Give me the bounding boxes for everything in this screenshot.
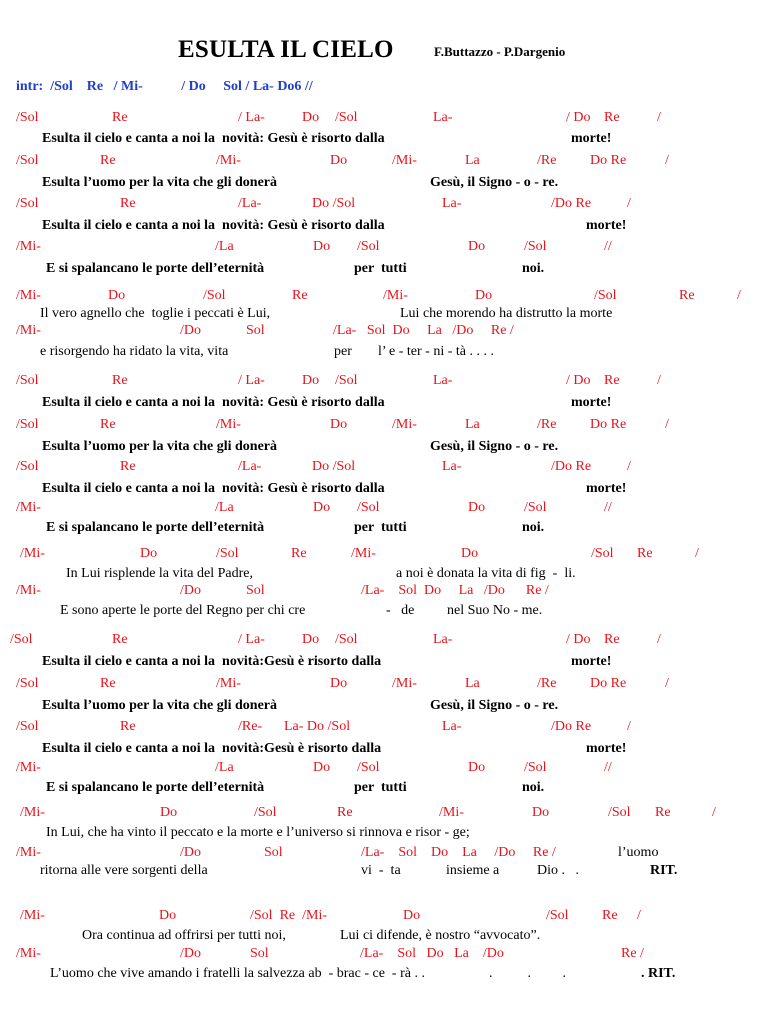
chord-label: Do bbox=[302, 110, 320, 125]
chord-label: Do bbox=[159, 908, 177, 923]
chord-label: / La- bbox=[238, 632, 265, 647]
lyric-text: nel Suo No - me. bbox=[447, 603, 543, 618]
chord-label: /Mi- bbox=[16, 323, 41, 338]
lyric-text: E si spalancano le porte dell’eternità bbox=[46, 780, 265, 795]
lyric-text: ritorna alle vere sorgenti della bbox=[40, 863, 208, 878]
lyric-text: noi. bbox=[522, 261, 545, 276]
lyric-text: l’ e - ter - ni - tà . . . . bbox=[378, 344, 494, 359]
lyric-text: morte! bbox=[586, 481, 627, 496]
chord-label: / Do bbox=[566, 632, 591, 647]
chord-label: /Do Re bbox=[551, 196, 592, 211]
chord-label: /Sol bbox=[335, 373, 358, 388]
chord-label: /Sol bbox=[16, 110, 39, 125]
chord-label: /Sol bbox=[608, 805, 631, 820]
chord-label: /Mi- bbox=[216, 153, 241, 168]
chord-label: /Do bbox=[180, 946, 201, 961]
chord-label: /La- Sol Do La /Do Re / bbox=[361, 845, 556, 860]
chord-label: Re bbox=[337, 805, 353, 820]
lyric-text: Esulta il cielo e canta a noi la novità:Gesù è risorto dalla bbox=[42, 654, 382, 669]
chord-label: Do bbox=[461, 546, 479, 561]
lyric-text: Esulta l’uomo per la vita che gli donerà bbox=[42, 439, 278, 454]
chord-label: Do bbox=[313, 500, 331, 515]
chord-label: / bbox=[637, 908, 641, 923]
chord-label: / bbox=[657, 373, 661, 388]
chord-label: /Sol bbox=[216, 546, 239, 561]
chord-label: Re bbox=[602, 908, 618, 923]
chord-label: Do Re bbox=[590, 417, 627, 432]
lyric-text: E si spalancano le porte dell’eternità bbox=[46, 261, 265, 276]
chord-label: /Sol bbox=[524, 760, 547, 775]
chord-label: /Sol bbox=[591, 546, 614, 561]
chord-label: / bbox=[627, 719, 631, 734]
chord-label: La- bbox=[442, 719, 462, 734]
chord-label: Re bbox=[100, 153, 116, 168]
lyric-text: . . . bbox=[489, 966, 566, 981]
chord-label: /Sol bbox=[16, 153, 39, 168]
chord-label: /Mi- bbox=[16, 946, 41, 961]
lyric-text: Esulta il cielo e canta a noi la novità: Gesù è risorto dalla bbox=[42, 481, 385, 496]
chord-label: / bbox=[665, 153, 669, 168]
lyric-text: l’uomo bbox=[618, 845, 659, 860]
lyric-text: Esulta l’uomo per la vita che gli donerà bbox=[42, 175, 278, 190]
chord-label: / La- bbox=[238, 110, 265, 125]
chord-label: Re bbox=[291, 546, 307, 561]
chord-label: /Sol Re /Mi- bbox=[250, 908, 328, 923]
lyric-text: Gesù, il Signo - o - re. bbox=[430, 175, 559, 190]
chord-label: La- bbox=[433, 373, 453, 388]
chord-label: Do bbox=[330, 417, 348, 432]
chord-label: La- Do /Sol bbox=[284, 719, 351, 734]
chord-label: /Mi- bbox=[20, 546, 45, 561]
lyric-text: Esulta il cielo e canta a noi la novità: Gesù è risorto dalla bbox=[42, 131, 385, 146]
lyric-text: In Lui risplende la vita del Padre, bbox=[66, 566, 253, 581]
chord-label: /Do Re bbox=[551, 719, 592, 734]
chord-label: /Mi- bbox=[16, 288, 41, 303]
chord-label: /Mi- bbox=[439, 805, 464, 820]
chord-label: La bbox=[465, 417, 480, 432]
chord-label: // bbox=[604, 760, 612, 775]
lyric-text: E si spalancano le porte dell’eternità bbox=[46, 520, 265, 535]
chord-label: Do /Sol bbox=[312, 459, 356, 474]
chord-label: La- bbox=[433, 632, 453, 647]
chord-label: /Mi- bbox=[392, 417, 417, 432]
chord-label: /Sol bbox=[254, 805, 277, 820]
lyric-text: . RIT. bbox=[641, 966, 676, 981]
chord-label: /Mi- bbox=[16, 760, 41, 775]
lyric-text: a noi è donata la vita di fig - li. bbox=[396, 566, 576, 581]
chord-label: /Mi- bbox=[351, 546, 376, 561]
chord-label: Re bbox=[120, 196, 136, 211]
chord-label: Do Re bbox=[590, 676, 627, 691]
chord-label: Re bbox=[112, 110, 128, 125]
lyric-text: morte! bbox=[571, 131, 612, 146]
chord-label: Re bbox=[100, 417, 116, 432]
lyric-text: Lui che morendo ha distrutto la morte bbox=[400, 306, 613, 321]
chord-label: Re bbox=[679, 288, 695, 303]
chord-label: Do bbox=[108, 288, 126, 303]
lyric-text: per bbox=[334, 344, 352, 359]
lyric-text: Esulta il cielo e canta a noi la novità: Gesù è risorto dalla bbox=[42, 395, 385, 410]
chord-label: /La bbox=[215, 760, 234, 775]
chord-label: Do bbox=[468, 500, 486, 515]
chord-label: Do bbox=[140, 546, 158, 561]
chord-label: /Sol bbox=[16, 459, 39, 474]
chord-label: /Sol bbox=[16, 676, 39, 691]
chord-label: Re bbox=[637, 546, 653, 561]
chord-label: /Sol bbox=[546, 908, 569, 923]
lyric-text: RIT. bbox=[650, 863, 678, 878]
chord-label: La bbox=[465, 676, 480, 691]
lyric-text: morte! bbox=[586, 218, 627, 233]
chord-label: /Re bbox=[537, 417, 557, 432]
chord-label: Re bbox=[112, 373, 128, 388]
lyric-text: noi. bbox=[522, 520, 545, 535]
lyric-text: per tutti bbox=[354, 520, 407, 535]
chord-label: Re bbox=[655, 805, 671, 820]
chord-label: /Mi- bbox=[392, 676, 417, 691]
lyric-text: morte! bbox=[586, 741, 627, 756]
chord-label: /Do bbox=[180, 583, 201, 598]
chord-label: Do bbox=[475, 288, 493, 303]
chord-label: /Mi- bbox=[216, 417, 241, 432]
chord-label: Do bbox=[313, 239, 331, 254]
chord-label: Sol bbox=[246, 583, 265, 598]
chord-label: Re bbox=[292, 288, 308, 303]
chord-label: /Mi- bbox=[20, 908, 45, 923]
chord-label: /La bbox=[215, 500, 234, 515]
lyric-text: Gesù, il Signo - o - re. bbox=[430, 439, 559, 454]
chord-label: /Mi- bbox=[16, 583, 41, 598]
lyric-text: per tutti bbox=[354, 780, 407, 795]
chord-label: Do bbox=[532, 805, 550, 820]
chord-label: /Do bbox=[180, 323, 201, 338]
lyric-text: per tutti bbox=[354, 261, 407, 276]
lyric-text: noi. bbox=[522, 780, 545, 795]
chord-label: /Sol bbox=[357, 239, 380, 254]
chord-label: Re / bbox=[621, 946, 644, 961]
chord-label: / bbox=[657, 632, 661, 647]
chord-label: La- bbox=[442, 459, 462, 474]
chord-label: / bbox=[737, 288, 741, 303]
chord-label: Re bbox=[120, 459, 136, 474]
chord-label: / bbox=[627, 196, 631, 211]
chord-label: Do /Sol bbox=[312, 196, 356, 211]
chord-label: /La- Sol Do La /Do bbox=[360, 946, 504, 961]
chord-label: /Mi- bbox=[383, 288, 408, 303]
chord-label: La bbox=[465, 153, 480, 168]
chord-label: Sol bbox=[264, 845, 283, 860]
chord-label: /Mi- bbox=[216, 676, 241, 691]
lyric-text: Dio . . bbox=[537, 863, 579, 878]
lyric-text: Lui ci difende, è nostro “avvocato”. bbox=[340, 928, 541, 943]
lyric-text: E sono aperte le porte del Regno per chi cre bbox=[60, 603, 306, 618]
chord-label: Do bbox=[330, 153, 348, 168]
chord-label: // bbox=[604, 500, 612, 515]
chord-label: Do bbox=[330, 676, 348, 691]
chord-label: Re bbox=[112, 632, 128, 647]
chord-label: /La- Sol Do La /Do Re / bbox=[361, 583, 549, 598]
chord-label: /Sol bbox=[524, 500, 547, 515]
chord-label: /Sol bbox=[16, 719, 39, 734]
chord-label: // bbox=[604, 239, 612, 254]
chord-label: / bbox=[712, 805, 716, 820]
chord-label: / Do bbox=[566, 373, 591, 388]
lyric-text: vi - ta bbox=[361, 863, 401, 878]
chord-label: Re bbox=[604, 110, 620, 125]
chord-label: /Mi- bbox=[392, 153, 417, 168]
chord-label: /La- Sol Do La /Do Re / bbox=[333, 323, 514, 338]
chord-label: /Sol bbox=[16, 373, 39, 388]
chord-label: /Sol bbox=[335, 632, 358, 647]
chord-label: /Sol bbox=[203, 288, 226, 303]
chord-label: /Mi- bbox=[16, 845, 41, 860]
lyric-text: insieme a bbox=[446, 863, 500, 878]
lyric-text: Esulta il cielo e canta a noi la novità: Gesù è risorto dalla bbox=[42, 218, 385, 233]
chord-label: Do bbox=[468, 760, 486, 775]
chord-label: /Sol bbox=[357, 500, 380, 515]
chord-label: Sol bbox=[250, 946, 269, 961]
lyric-text: Esulta l’uomo per la vita che gli donerà bbox=[42, 698, 278, 713]
chord-label: Do bbox=[160, 805, 178, 820]
chord-label: / bbox=[627, 459, 631, 474]
chord-label: La- bbox=[442, 196, 462, 211]
lyric-text: morte! bbox=[571, 654, 612, 669]
chord-label: / La- bbox=[238, 373, 265, 388]
chord-label: / bbox=[657, 110, 661, 125]
lyric-text: Gesù, il Signo - o - re. bbox=[430, 698, 559, 713]
lyric-text: morte! bbox=[571, 395, 612, 410]
chord-label: /Sol bbox=[16, 196, 39, 211]
chord-label: Do bbox=[302, 632, 320, 647]
lyric-text: Ora continua ad offrirsi per tutti noi, bbox=[82, 928, 286, 943]
chord-label: /Re- bbox=[238, 719, 263, 734]
lyric-text: e risorgendo ha ridato la vita, vita bbox=[40, 344, 229, 359]
chord-label: / bbox=[665, 676, 669, 691]
lyric-text: In Lui, che ha vinto il peccato e la morte e l’universo si rinnova e risor - ge; bbox=[46, 825, 470, 840]
chord-label: /Mi- bbox=[16, 239, 41, 254]
chord-label: /Do bbox=[180, 845, 201, 860]
chord-label: /La bbox=[215, 239, 234, 254]
intro-chords: intr: /Sol Re / Mi- / Do Sol / La- Do6 // bbox=[16, 79, 313, 94]
chord-label: Re bbox=[604, 632, 620, 647]
chord-label: /Do Re bbox=[551, 459, 592, 474]
chord-label: / bbox=[665, 417, 669, 432]
chord-label: /Re bbox=[537, 153, 557, 168]
chord-label: /Sol bbox=[335, 110, 358, 125]
chord-label: Re bbox=[604, 373, 620, 388]
chord-label: /Mi- bbox=[16, 500, 41, 515]
chord-label: /Re bbox=[537, 676, 557, 691]
chord-label: /Sol bbox=[357, 760, 380, 775]
lyric-text: Il vero agnello che toglie i peccati è Lui, bbox=[40, 306, 271, 321]
chord-label: / bbox=[695, 546, 699, 561]
chord-label: /Sol bbox=[524, 239, 547, 254]
chord-label: La- bbox=[433, 110, 453, 125]
chord-label: Do bbox=[403, 908, 421, 923]
lyric-text: - de bbox=[386, 603, 415, 618]
lyric-text: Esulta il cielo e canta a noi la novità:Gesù è risorto dalla bbox=[42, 741, 382, 756]
chord-label: /Sol bbox=[594, 288, 617, 303]
chord-label: /La- bbox=[238, 459, 262, 474]
chord-label: /Sol bbox=[10, 632, 33, 647]
chord-label: Re bbox=[120, 719, 136, 734]
chord-label: / Do bbox=[566, 110, 591, 125]
chord-label: Do bbox=[302, 373, 320, 388]
chord-label: /La- bbox=[238, 196, 262, 211]
chord-label: /Sol bbox=[16, 417, 39, 432]
chord-label: Sol bbox=[246, 323, 265, 338]
chord-label: Do Re bbox=[590, 153, 627, 168]
lyric-text: L’uomo che vive amando i fratelli la salvezza ab - brac - ce - rà . . bbox=[50, 966, 425, 981]
chord-label: Do bbox=[313, 760, 331, 775]
chord-label: Do bbox=[468, 239, 486, 254]
song-title: ESULTA IL CIELO bbox=[178, 36, 394, 63]
song-authors: F.Buttazzo - P.Dargenio bbox=[434, 44, 566, 59]
chord-label: Re bbox=[100, 676, 116, 691]
chord-label: /Mi- bbox=[20, 805, 45, 820]
